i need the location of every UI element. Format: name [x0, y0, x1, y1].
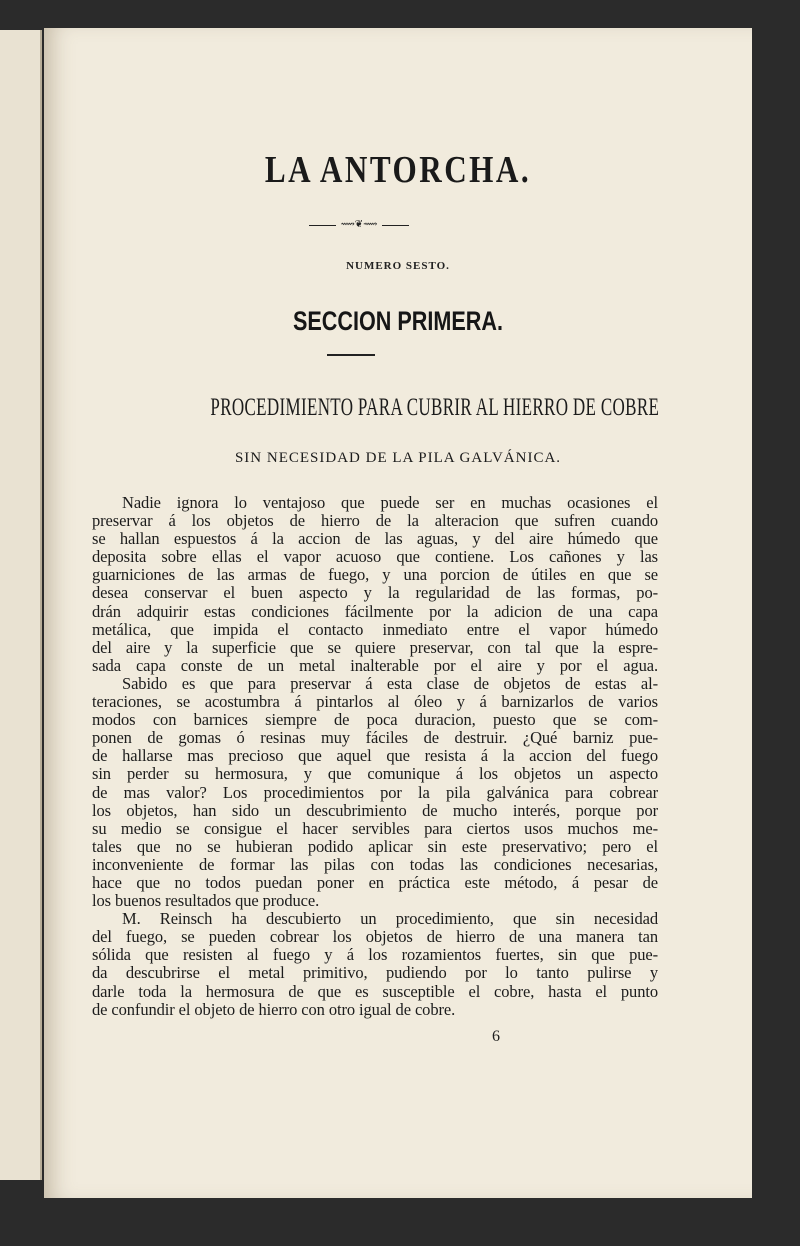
body-line: su medio se consigue el hacer servibles para ciertos usos muchos me-: [92, 819, 658, 838]
article-subheading: SIN NECESIDAD DE LA PILA GALVÁNICA.: [234, 450, 562, 466]
page-title: LA ANTORCHA.: [264, 149, 532, 191]
body-line: da descubrirse el metal primitivo, pudiendo por lo tanto pulirse y: [92, 964, 658, 983]
body-line: del aire y la superficie que se quiere preservar, con tal que la espre-: [92, 638, 658, 657]
body-line: darle toda la hermosura de que es susceptible el cobre, hasta el punto: [92, 982, 658, 1001]
body-line: guarniciones de las armas de fuego, y una porcion de útiles en que se: [92, 566, 658, 585]
article-body: [92, 494, 658, 1019]
body-line: de confundir el objeto de hierro con otro igual de cobre.: [92, 999, 456, 1019]
body-line: Sabido es que para preservar á esta clase de objetos de estas al-: [122, 674, 658, 693]
ornament-divider: [309, 220, 409, 230]
facing-page-edge: [0, 30, 42, 1180]
page-number: 6: [492, 1028, 500, 1045]
body-line: los buenos resultados que produce.: [92, 891, 320, 911]
section-title: SECCION PRIMERA.: [292, 306, 504, 336]
book-page: [44, 28, 752, 1198]
body-line: metálica, que impida el contacto inmediato entre el vapor húmedo: [92, 620, 658, 639]
body-line: deposita sobre ellas el vapor acuoso que contiene. Los cañones y las: [92, 548, 658, 567]
body-line: los objetos, han sido un descubrimiento de mucho interés, porque por: [92, 801, 658, 820]
body-line: de mas valor? Los procedimientos por la pila galvánica para cobrear: [92, 783, 658, 802]
body-line: sólida que resisten al fuego y á los rozamientos fuertes, sin que pue-: [92, 946, 658, 965]
body-line: M. Reinsch ha descubierto un procedimiento, que sin necesidad: [122, 910, 658, 929]
section-rule: [327, 354, 375, 356]
body-line: modos con barnices siempre de poca duracion, puesto que se com-: [92, 711, 658, 730]
body-line: preservar á los objetos de hierro de la alteracion que sufren cuando: [92, 512, 658, 531]
body-line: tales que no se hubieran podido aplicar sin este preservativo; pero el: [92, 837, 658, 856]
body-line: Nadie ignora lo ventajoso que puede ser en muchas ocasiones el: [122, 494, 658, 512]
body-line: teraciones, se acostumbra á pintarlos al óleo y á barnizarlos de varios: [92, 693, 658, 712]
ornament-glyph: ⟿❦⟿: [336, 219, 381, 230]
body-line: sin perder su hermosura, y que comunique á los objetos un aspecto: [92, 765, 658, 784]
body-line: ponen de gomas ó resinas muy fáciles de destruir. ¿Qué barniz pue-: [92, 729, 658, 748]
body-line: inconveniente de formar las pilas con todas las condiciones necesarias,: [92, 855, 658, 874]
body-line: drán adquirir estas condiciones fácilmente por la adicion de una capa: [92, 602, 658, 621]
article-heading: PROCEDIMIENTO PARA CUBRIR AL HIERRO DE COBRE: [210, 394, 660, 421]
body-line: sada capa conste de un metal inalterable por el aire y por el agua.: [92, 656, 658, 675]
issue-label: NUMERO SESTO.: [346, 260, 450, 272]
body-line: de hallarse mas precioso que aquel que resista á la accion del fuego: [92, 747, 658, 766]
body-line: del fuego, se pueden cobrear los objetos de hierro de una manera tan: [92, 928, 658, 947]
body-line: hace que no todos puedan poner en práctica este método, á pesar de: [92, 873, 658, 892]
body-line: se hallan espuestos á la accion de las aguas, y del aire húmedo que: [92, 530, 658, 549]
body-line: desea conservar el buen aspecto y la regularidad de las formas, po-: [92, 584, 658, 603]
